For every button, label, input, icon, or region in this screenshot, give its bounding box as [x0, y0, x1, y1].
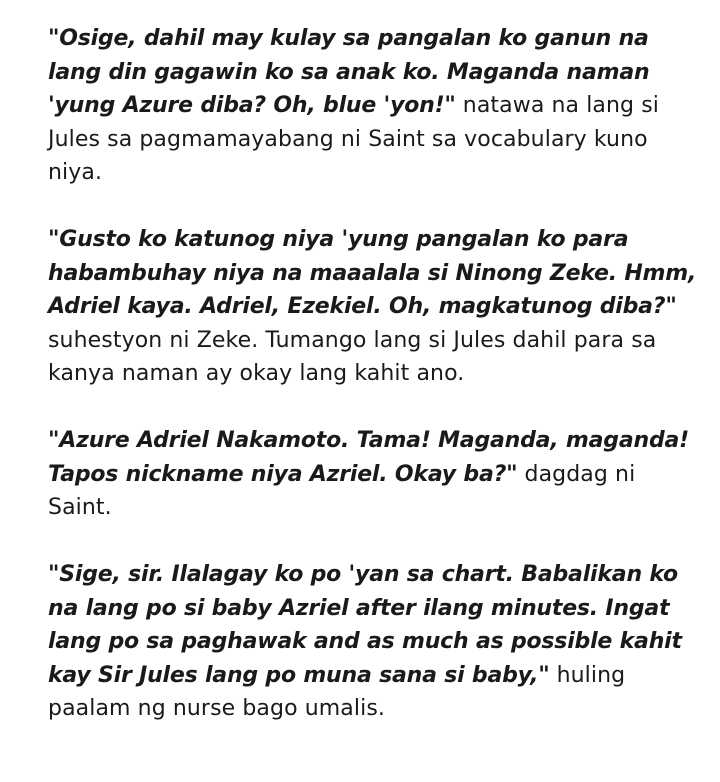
paragraph-1 — [48, 22, 698, 190]
dialogue-quote: "Azure Adriel Nakamoto. Tama! Maganda, maganda! Tapos nickname niya Azriel. Okay ba?" — [48, 428, 689, 487]
narration-text: suhestyon ni Zeke. Tumango lang si Jules dahil para sa kanya naman ay okay lang kahit ano. — [48, 327, 657, 386]
dialogue-quote: "Osige, dahil may kulay sa pangalan ko ganun na lang din gagawin ko sa anak ko. Maganda naman 'yung Azure diba? Oh, blue 'yon!" — [48, 26, 650, 118]
narration-text: natawa na lang si Jules sa pagmamayabang ni Saint sa vocabulary kuno niya. — [48, 93, 659, 185]
paragraph-2 — [48, 223, 698, 391]
dialogue-quote: "Gusto ko katunog niya 'yung pangalan ko para habambuhay niya na maaalala si Ninong Zeke. Hmm, Adriel kaya. Adriel, Ezekiel. Oh, magkatunog diba?" — [48, 227, 697, 319]
paragraph-4 — [48, 558, 698, 726]
narration-text: huling paalam ng nurse bago umalis. — [48, 662, 626, 721]
narration-text: dagdag ni Saint. — [48, 461, 636, 520]
story-text — [48, 22, 698, 726]
dialogue-quote: "Sige, sir. Ilalagay ko po 'yan sa chart. Babalikan ko na lang po si baby Azriel after ilang minutes. Ingat lang po sa paghawak and as much as possible kahit kay Sir Jules lang po muna sana si baby," — [48, 562, 682, 688]
paragraph-3 — [48, 424, 698, 525]
